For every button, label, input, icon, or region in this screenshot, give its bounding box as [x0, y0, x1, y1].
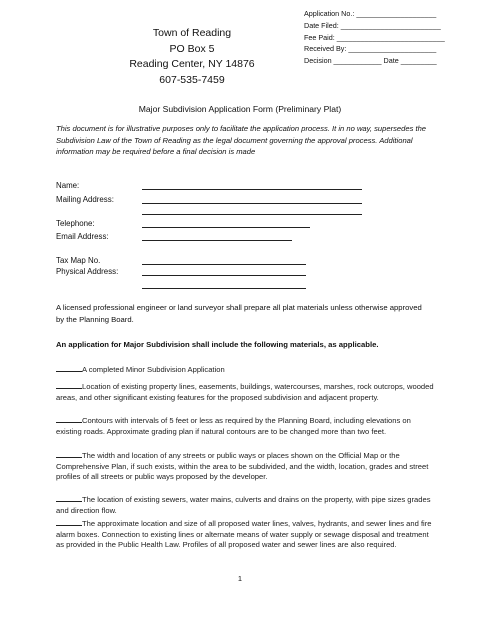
tax-map-input-line[interactable]: [142, 264, 306, 265]
checkbox-blank[interactable]: [56, 494, 82, 502]
disclaimer-text: This document is for illustrative purposes only to facilitate the application process. It in no way, supersedes the Subdivision Law of the Town of Reading as the legal document governing the approval process. Additional information may be required before a final decision is made: [56, 124, 427, 157]
town-address-block: [112, 26, 272, 88]
checkbox-blank[interactable]: [56, 415, 82, 423]
fee-paid-field[interactable]: Fee Paid: ___________________________: [304, 32, 445, 42]
checklist-item: [56, 415, 436, 437]
checklist-item: [56, 518, 436, 551]
checkbox-blank[interactable]: [56, 450, 82, 458]
physical-address-label: Physical Address:: [56, 267, 119, 276]
name-input-line[interactable]: [142, 189, 362, 190]
checkbox-blank[interactable]: [56, 381, 82, 389]
tax-map-label: Tax Map No.: [56, 256, 101, 265]
page-number: 1: [237, 574, 243, 583]
checklist-item-text: Location of existing property lines, easements, buildings, watercourses, marshes, rock outcrops, wooded areas, and other significant existing features for the proposed subdivision and adjacent property.: [56, 382, 434, 402]
town-po-box: PO Box 5: [169, 42, 215, 55]
physical-address-line-2[interactable]: [142, 288, 306, 289]
telephone-label: Telephone:: [56, 219, 95, 228]
checklist-item-text: Contours with intervals of 5 feet or less as required by the Planning Board, including elevations on existing roads. Approximate grading plan if natural contours are to be changed more than two feet.: [56, 416, 411, 436]
received-by-field[interactable]: Received By: ______________________: [304, 44, 437, 54]
checkbox-blank[interactable]: [56, 364, 82, 372]
materials-heading: An application for Major Subdivision shall include the following materials, as applicable.: [56, 340, 379, 349]
name-label: Name:: [56, 181, 80, 190]
mailing-address-line-2[interactable]: [142, 214, 362, 215]
email-label: Email Address:: [56, 232, 109, 241]
town-phone: 607-535-7459: [159, 73, 225, 86]
telephone-input-line[interactable]: [142, 227, 310, 228]
licensed-engineer-note: A licensed professional engineer or land surveyor shall prepare all plat materials unless otherwise approved by the Planning Board.: [56, 303, 422, 324]
mailing-address-line-1[interactable]: [142, 203, 362, 204]
checklist-item: [56, 381, 436, 403]
office-use-block: [304, 8, 445, 67]
decision-date-field[interactable]: Decision ____________ Date _________: [304, 56, 437, 66]
town-name: Town of Reading: [152, 27, 232, 39]
email-input-line[interactable]: [142, 240, 292, 241]
form-title: Major Subdivision Application Form (Preliminary Plat): [138, 104, 342, 114]
town-city-state: Reading Center, NY 14876: [129, 58, 255, 70]
checklist-item-text: The location of existing sewers, water mains, culverts and drains on the property, with pipe sizes grades and direction flow.: [56, 495, 431, 515]
application-no-field[interactable]: Application No.: ____________________: [304, 9, 437, 18]
checklist-item: [56, 364, 436, 376]
date-filed-field[interactable]: Date Filed: _________________________: [304, 20, 441, 30]
checkbox-blank[interactable]: [56, 518, 82, 526]
checklist-item: [56, 450, 436, 483]
checklist-item: [56, 494, 436, 516]
mailing-address-label: Mailing Address:: [56, 195, 114, 204]
checklist-item-text: A completed Minor Subdivision Application: [82, 365, 225, 374]
checklist-item-text: The width and location of any streets or public ways or places shown on the Official Map or the Comprehensive Plan, if such exists, within the area to be subdivided, and the width, location, grades and street profiles of all streets or public ways proposed by the developer.: [56, 451, 429, 482]
checklist-item-text: The approximate location and size of all proposed water lines, valves, hydrants, and sewer lines and fire alarm boxes. Connection to existing lines or alternate means of water supply or sewage disposal and treatment as provided in the Public Health Law. Profiles of all proposed water and sewer lines are also required.: [56, 519, 432, 550]
physical-address-line-1[interactable]: [142, 275, 306, 276]
